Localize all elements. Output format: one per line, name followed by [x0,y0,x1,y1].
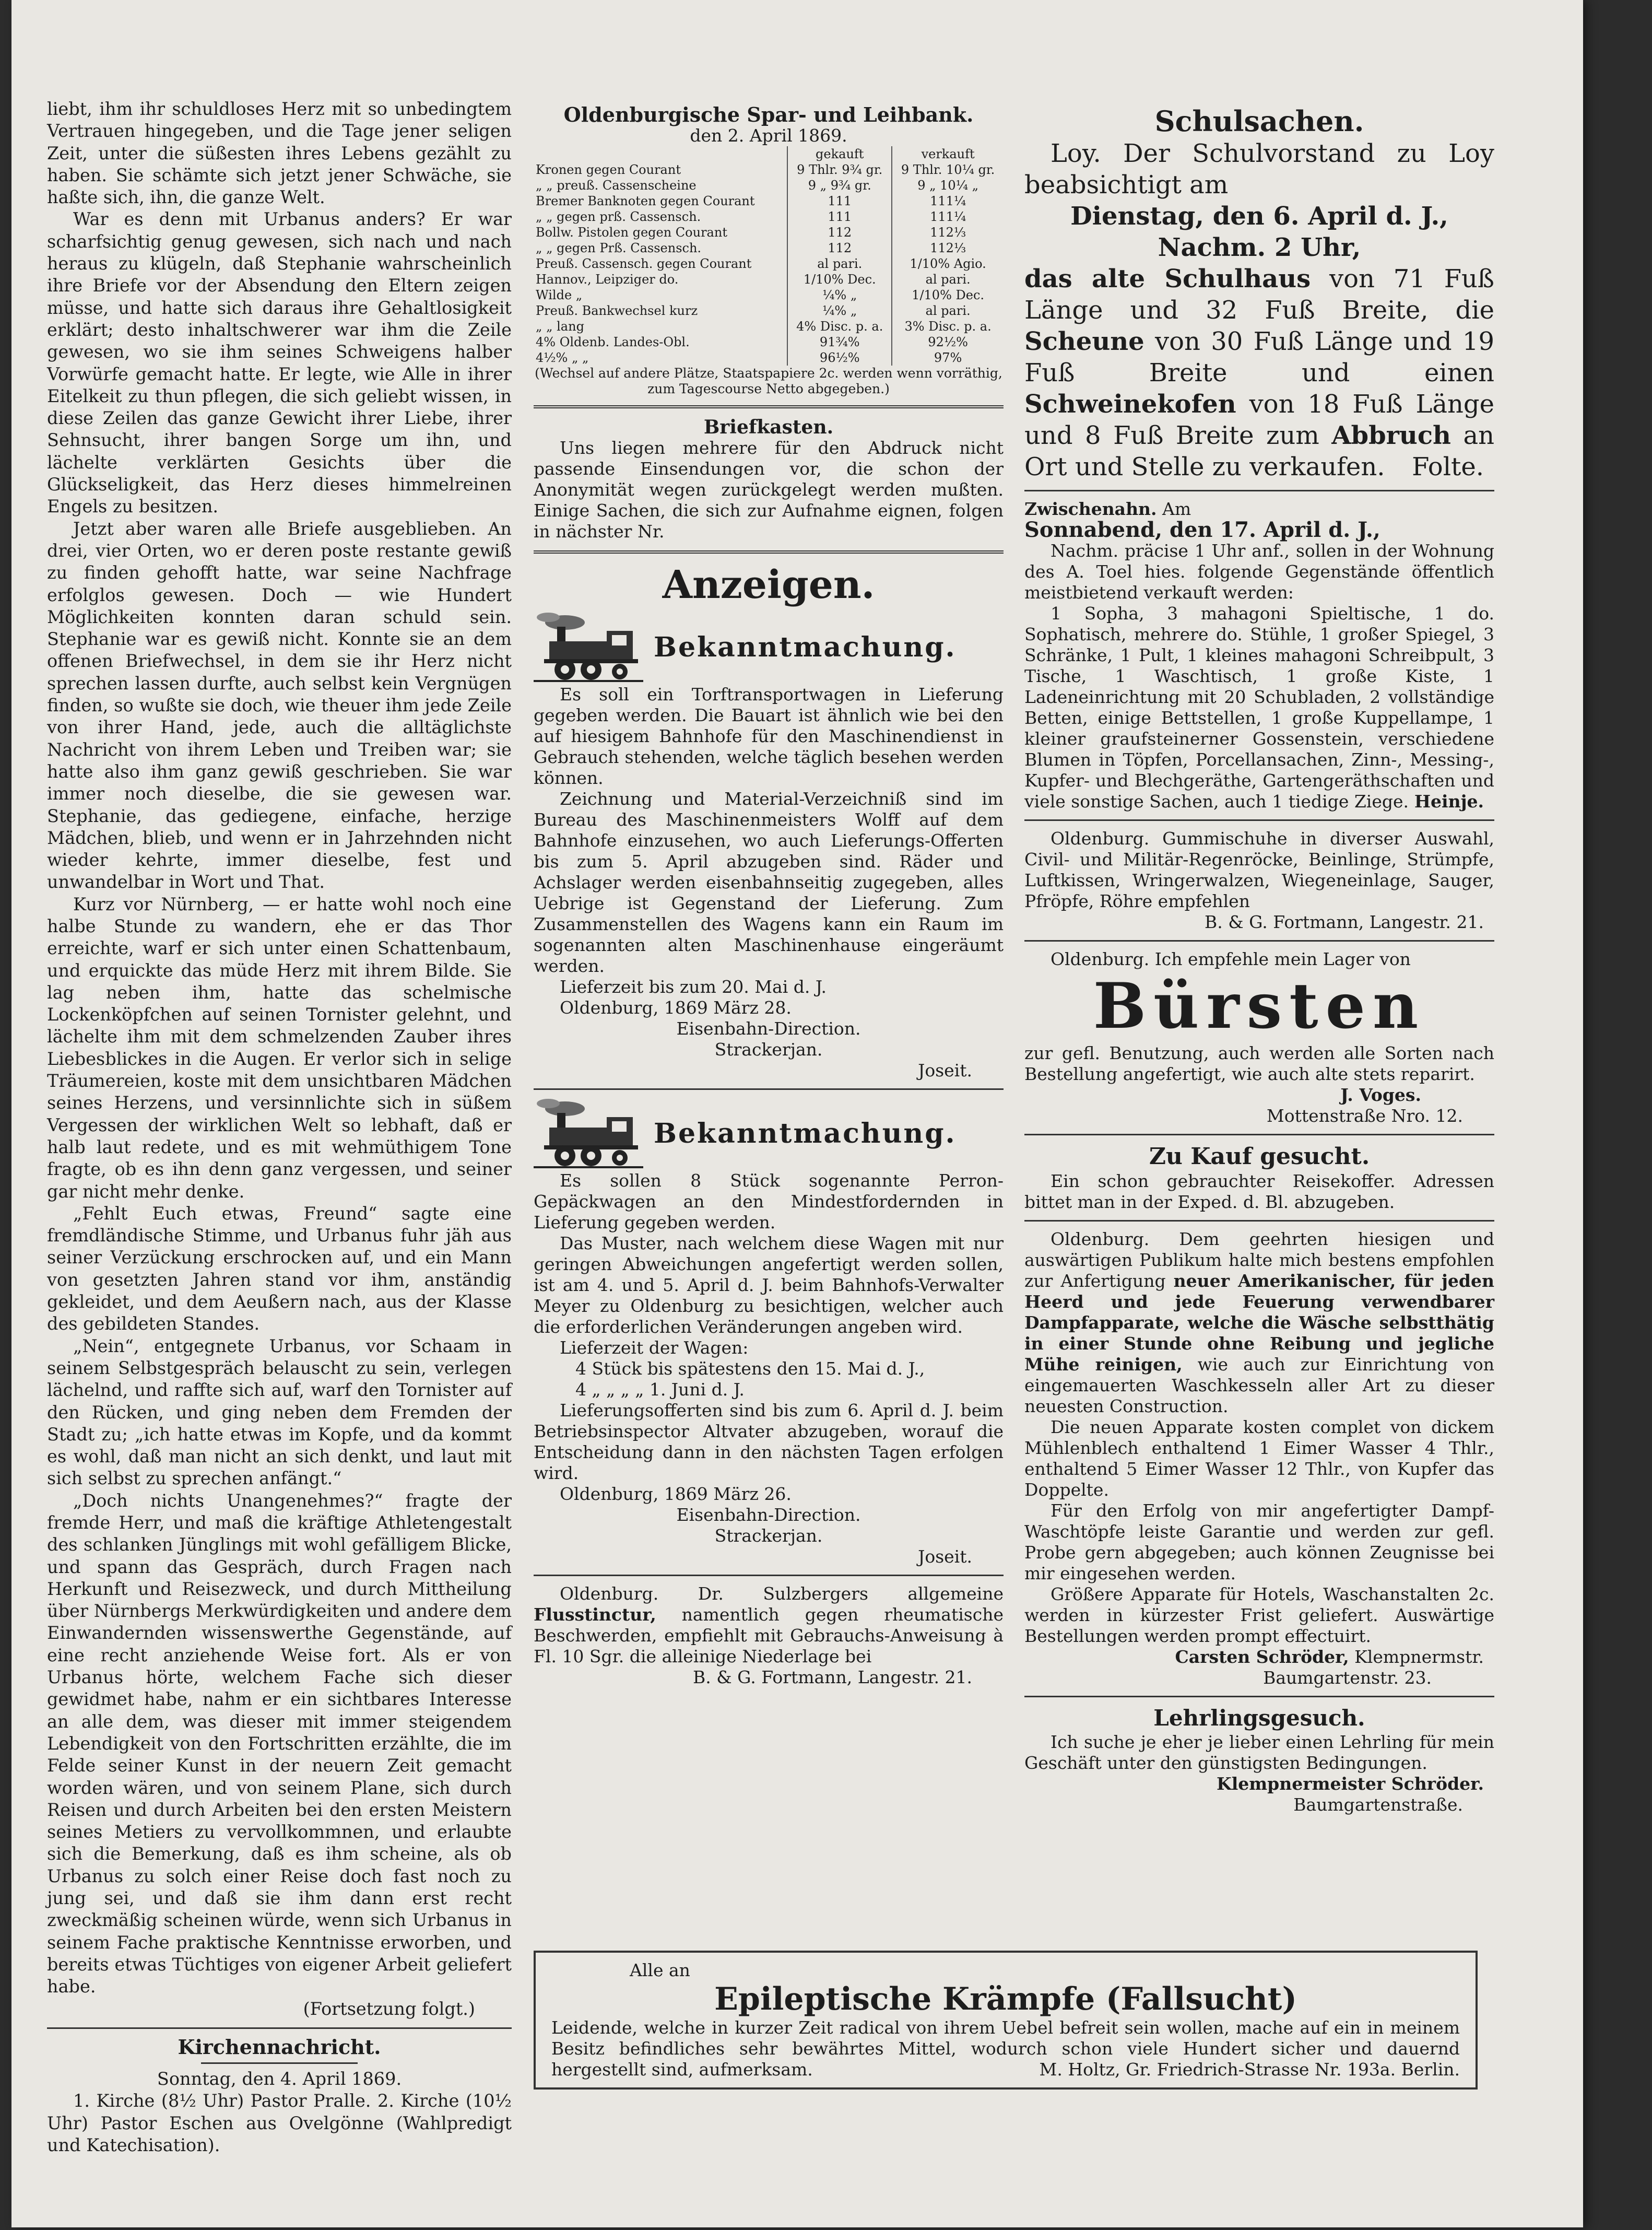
zwischenahn-signature: Heinje. [1414,791,1484,812]
sulzberger-text: Oldenburg. Dr. Sulzbergers allgemeine [560,1583,1004,1604]
table-header-row [534,146,1004,162]
buersten-address: Mottenstraße Nro. 12. [1266,1106,1463,1126]
bank-rate-table [534,146,1004,366]
rate-bought: 112 [787,225,892,240]
rate-bought: 4% Disc. p. a. [787,319,892,334]
zwischenahn-text: Nachm. präcise 1 Uhr anf., sollen in der Wohnung des A. Toel hies. folgende Gegenstände öffentlich meistbietend verkauft werden: [1024,541,1494,603]
bank-title: Oldenburgische Spar- und Leihbank. [563,103,974,126]
rate-label: „ „ lang [536,319,584,334]
story-paragraph: Jetzt aber waren alle Briefe ausgeblieben. An drei, vier Orten, wo er deren poste restante gewiß zu finden gehofft hatte, war seine Nachfrage erfolglos gewesen. Doch — wie Hundert Möglichkeiten konnten daran schuld sein. Stephanie war es gewiß nicht. Konnte sie an dem offenen Briefwechsel, in dem sie ihr Herz nicht sprechen lassen durfte, auch selbst kein Vergnügen finden, so wußte sie doch, wie theuer ihm jede Zeile von ihrer Hand, jede, auch die alltäglichste Nachricht von ihrem Leben und Treiben war; sie hatte also ihm ganz gewiß geschrieben. Sie war immer noch dieselbe, die sie gewesen war. Stephanie, das gediegene, einfache, herzige Mädchen, blieb, und wenn er in Jahrzehnden nicht wieder kehrte, immer dieselbe, fest und unwandelbar in Wort und That. [47,518,512,893]
gummi-ad: Oldenburg. Gummischuhe in diverser Auswahl, Civil- und Militär-Regenröcke, Beinlinge, Strümpfe, Luftkissen, Wringerwalzen, Wiegeneinlage, Sauger, Pfröpfe, Röhre empfehlen [1024,828,1494,911]
bek1-signature: Joseit. [918,1060,972,1081]
church-text: 1. Kirche (8½ Uhr) Pastor Pralle. 2. Kirche (10½ Uhr) Pastor Eschen aus Ovelgönne (Wahlpredigt und Katechisation). [47,2091,512,2156]
divider [1024,1220,1494,1222]
bek2-text: Lieferzeit der Wagen: [560,1337,749,1358]
bek1-text: Lieferzeit bis zum 20. Mai d. J. [560,977,827,997]
middle-column [534,104,1004,1688]
rate-label: 4½% „ „ [536,350,589,365]
schulsachen-text: von 30 Fuß Länge und 19 Fuß Breite und einen [1024,327,1494,388]
gummi-signature: B. & G. Fortmann, Langestr. 21. [1204,912,1484,932]
locomotive-icon [534,611,643,684]
schroeder-signature [1024,1647,1494,1668]
rate-sold: 92½% [892,334,1004,350]
table-row [534,272,1004,287]
table-row [534,193,1004,209]
kauf-text: Ein schon gebrauchter Reisekoffer. Adressen bittet man in der Exped. d. Bl. abzugeben. [1024,1171,1494,1212]
table-row [534,209,1004,225]
rate-bought: 112 [787,240,892,256]
rate-bought: al pari. [787,256,892,272]
rate-label: Wilde „ [536,288,583,302]
schulsachen-item: Abbruch [1331,421,1451,450]
church-title: Kirchennachricht. [178,2035,381,2059]
schulsachen-item: Scheune [1024,327,1144,356]
rate-bought: ¼% „ [787,287,892,303]
schroeder-text: Oldenburg. Dem geehrten hiesigen und auswärtigen Publikum halte mich bestens empfohlen zur Anfertigung [1024,1229,1494,1291]
newspaper-page [11,0,1583,2227]
kauf-title: Zu Kauf gesucht. [1149,1143,1370,1170]
briefkasten-title: Briefkasten. [703,416,834,438]
rate-sold: al pari. [892,303,1004,319]
rate-bought: ¼% „ [787,303,892,319]
buersten-intro: Oldenburg. Ich empfehle mein Lager von [1051,949,1411,969]
table-row [534,350,1004,366]
left-column [47,98,512,2156]
divider [1024,490,1494,491]
divider [1024,819,1494,821]
schulsachen-text: von 71 Fuß Länge und 32 Fuß Breite, die [1024,264,1494,325]
rate-label: Hannov., Leipziger do. [536,272,679,287]
divider [534,405,1004,408]
divider [534,550,1004,554]
schulsachen-signature: Folte. [1412,452,1484,482]
lehrling-text: Ich suche je eher je lieber einen Lehrling für mein Geschäft unter den günstigsten Bedingungen. [1024,1732,1494,1773]
rate-bought: 1/10% Dec. [787,272,892,287]
rate-sold: 3% Disc. p. a. [892,319,1004,334]
schroeder-text: Für den Erfolg von mir angefertigter Dampf-Waschtöpfe leiste Garantie und werden zur gefl. Probe gern abgegeben; auch können Zeugnisse bei mir eingesehen werden. [1024,1500,1494,1583]
table-row [534,287,1004,303]
divider [534,1575,1004,1576]
zwischenahn-items: 1 Sopha, 3 mahagoni Spieltische, 1 do. Sophatisch, mehrere do. Stühle, 1 großer Spiegel, 3 Schränke, 1 Pult, 1 kleines mahagoni Schreibpult, 3 Tische, 1 Waschtisch, 1 große Kiste, 1 Ladeneinrichtung mit 20 Schubladen, 2 vollständige Betten, einige Bettstellen, 1 große Kuppellampe, 1 kleiner graufsteinerner Gossenstein, verschiedene Blumen in Töpfen, Porcellansachen, Zinn-, Messing-, Kupfer- und Blechgeräthe, Gartengeräthschaften und viele sonstige Sachen, auch 1 tiedige Ziege. [1024,603,1494,812]
table-row [534,319,1004,334]
column-header: gekauft [787,146,892,162]
bank-date: den 2. April 1869. [690,125,847,146]
lehrling-title: Lehrlingsgesuch. [1153,1705,1365,1731]
epilepsy-to: Alle an [630,1960,690,1980]
lehrling-address: Baumgartenstraße. [1293,1794,1463,1815]
schulsachen-date: Dienstag, den 6. April d. J., [1070,202,1448,231]
bek2-signature: Joseit. [918,1546,972,1567]
divider [201,2062,358,2064]
table-row [534,256,1004,272]
rate-label: Preuß. Bankwechsel kurz [536,303,698,318]
buersten-text: zur gefl. Benutzung, auch werden alle Sorten nach Bestellung angefertigt, wie auch alte stets reparirt. [1024,1043,1494,1084]
schroeder-text: Die neuen Apparate kosten complet von dickem Mühlenblech enthaltend 1 Eimer Wasser 4 Thlr., enthaltend 5 Eimer Wasser 12 Thlr., von Kupfer das Doppelte. [1024,1417,1494,1500]
rate-bought: 9 Thlr. 9¾ gr. [787,162,892,178]
epilepsy-signature: M. Holtz, Gr. Friedrich-Strasse Nr. 193a. Berlin. [1039,2059,1460,2080]
divider [1024,1696,1494,1697]
schroeder-address: Baumgartenstr. 23. [1263,1668,1432,1688]
schroeder-name: Carsten Schröder, [1175,1647,1349,1667]
epilepsy-ad [534,1951,1478,2090]
schroeder-text: Größere Apparate für Hotels, Waschanstalten 2c. werden in kürzester Frist geliefert. Auswärtige Bestellungen werden prompt effectuirt. [1024,1584,1494,1646]
bek1-text: Zeichnung und Material-Verzeichniß sind im Bureau des Maschinenmeisters Wolff auf dem Bahnhofe einzusehen, wo auch Lieferungs-Offerten bis zum 5. April abzugeben sind. Räder und Achslager werden eisenbahnseitig zugegeben, alles Uebrige ist Gegenstand der Lieferung. Zum Zusammenstellen des Wagens kann ein Raum im sogenannten alten Maschinenhause eingeräumt werden. [534,789,1004,976]
rate-label: Kronen gegen Courant [536,162,681,177]
rate-bought: 111 [787,209,892,225]
briefkasten-text: Uns liegen mehrere für den Abdruck nicht passende Einsendungen vor, die schon der Anonymität wegen zurückgelegt werden mußten. Einige Sachen, die sich zur Aufnahme eignen, folgen in nächster Nr. [534,438,1004,542]
rate-bought: 96½% [787,350,892,366]
schulsachen-title: Schulsachen. [1154,104,1364,138]
zwischenahn-am: Am [1162,499,1191,519]
bek1-header [534,611,1004,684]
buersten-title: Bürsten [1093,969,1426,1043]
table-row [534,303,1004,319]
rate-sold: 111¼ [892,209,1004,225]
sulzberger-ad [534,1583,1004,1667]
table-row [534,240,1004,256]
table-row [534,334,1004,350]
right-column [1024,104,1494,1815]
table-row [534,162,1004,178]
rate-label: 4% Oldenb. Landes-Obl. [536,335,690,349]
rate-sold: 112⅓ [892,240,1004,256]
bank-note: (Wechsel auf andere Plätze, Staatspapiere 2c. werden wenn vorräthig, zum Tagescourse Netto abgegeben.) [535,366,1002,396]
rate-sold: 97% [892,350,1004,366]
story-paragraph: „Doch nichts Unangenehmes?“ fragte der fremde Herr, und maß die kräftige Athletengestalt des schlanken Jünglings mit wohl gefälligem Blicke, und spann das Gespräch, durch Fragen nach Herkunft und Reisezweck, und durch Mittheilung über Nürnbergs Merkwürdigkeiten und andere dem Einwandernden wissenswerthe Gegenstände, auf eine recht anziehende Weise fort. Als er von Urbanus hörte, welchem Fache sich dieser gewidmet habe, nahm er ein sichtbares Interesse an alle dem, was dieser mit immer steigendem Lebendigkeit von den Fortschritten erzählte, die im Felde seiner Kunst in der neuern Zeit gemacht worden wären, und von seinem Plane, sich durch Reisen und durch Arbeiten bei den ersten Meistern seines Metiers zu vervollkommnen, und erlaubte sich die Bemerkung, daß es ihm scheine, als ob Urbanus zu solch einer Reise doch fast noch zu jung sei, und daß sie ihm dann erst recht zweckmäßig scheinen würde, wenn sich Urbanus in seinem Fache praktische Kenntnisse erworben, und bereits etwas Tüchtiges von eigener Arbeit geliefert habe. [47,1490,512,1997]
continued-note: (Fortsetzung folgt.) [303,1998,475,2019]
rate-bought: 9 „ 9¾ gr. [787,178,892,193]
bek1-office: Eisenbahn-Direction. [676,1018,861,1039]
buersten-name: J. Voges. [1340,1085,1421,1105]
sulzberger-product: Flusstinctur, [534,1604,656,1625]
schulsachen-text: von 18 Fuß Länge und 8 Fuß Breite zum [1024,390,1494,450]
column-header: verkauft [892,146,1004,162]
bek2-list-item: 4 „ „ „ „ 1. Juni d. J. [575,1379,745,1400]
epilepsy-title: Epileptische Krämpfe (Fallsucht) [714,1981,1297,2017]
bek2-list-item: 4 Stück bis spätestens den 15. Mai d. J., [575,1358,925,1379]
rate-sold: al pari. [892,272,1004,287]
rate-sold: 9 Thlr. 10¼ gr. [892,162,1004,178]
table-row [534,178,1004,193]
schulsachen-ad [1024,138,1494,483]
rate-bought: 111 [787,193,892,209]
story-paragraph: War es denn mit Urbanus anders? Er war scharfsichtig genug gewesen, sich nach und nach heraus zu klügeln, daß Stephanie wahrscheinlich ihre Briefe vor der Absendung den Eltern zeigen müsse, und hatte sich daraus ihre Gehaltlosigkeit erklärt; desto inhaltschwerer war ihm die Zeile gewesen, wo sie ihm seines Schweigens halber Vorwürfe gemacht hatte. Er legte, wie Alle in ihrer Eitelkeit zu thun pflegen, die sich geliebt wissen, in diese Zeilen das ganze Gewicht ihrer Liebe, ihrer Sehnsucht, ihrer bangen Sorge um ihn, und lächelte verklärten Gesichts über die Glückseligkeit, das Herz dieses himmelreinen Engels zu besitzen. [47,209,512,517]
schroeder-text: wie auch zur Einrichtung von eingemauerten Waschkesseln aller Art zu dieser neuesten Construction. [1024,1354,1494,1416]
story-paragraph: „Fehlt Euch etwas, Freund“ sagte eine fremdländische Stimme, und Urbanus fuhr jäh aus seiner Verzückung erschrocken auf, und ein Mann von gesetzten Jahren stand vor ihm, anständig gekleidet, und dem Aeußern nach, aus der Klasse des gebildeten Standes. [47,1203,512,1334]
schulsachen-text: an Ort und Stelle zu verkaufen. [1024,421,1494,482]
divider [1024,1134,1494,1135]
rate-label: „ „ gegen Prß. Cassensch. [536,241,702,255]
rate-sold: 1/10% Agio. [892,256,1004,272]
divider [1024,940,1494,942]
schroeder-trade: Klempnermstr. [1354,1647,1484,1667]
schulsachen-text: Loy. Der Schulvorstand zu Loy beabsichtigt am [1024,139,1494,199]
schulsachen-item: Schweinekofen [1024,390,1236,419]
table-row [534,225,1004,240]
zwischenahn-ad [1024,499,1494,812]
bek2-name: Strackerjan. [714,1525,823,1546]
epilepsy-text: Leidende, welche in kurzer Zeit radical von ihrem Uebel befreit sein wollen, mache auf ein in meinem Besitz befindliches sehr bewährtes Mittel, wodurch schon viele Hundert sicher und dauernd hergestellt sind, aufmerksam. [551,2017,1460,2080]
story-paragraph: Kurz vor Nürnberg, — er hatte wohl noch eine halbe Stunde zu wandern, ehe er das Thor erreichte, warf er sich unter einen Schattenbaum, und erquickte das müde Herz mit ihrem Bilde. Sie lag neben ihm, hatte das schelmische Lockenköpfchen auf seinen Tornister gelehnt, und lächelte ihm mit dem schmelzenden Zauber ihres Liebesblickes in die Augen. Er verlor sich in selige Träumereien, koste mit dem unsichtbaren Mädchen seines Herzens, und versinnlichte sich in süßem Vergessen der wirklichen Welt so lebhaft, daß er halb laut redete, und es mit wehmüthigem Tone fragte, ob es ihn denn ganz vergessen, und seiner gar nicht mehr denke. [47,894,512,1202]
bek2-header [534,1097,1004,1170]
bek1-text: Es soll ein Torftransportwagen in Lieferung gegeben werden. Die Bauart ist ähnlich wie bei den auf hiesigem Bahnhofe für den Maschinendienst in Gebrauch stehenden, welche täglich besehen werden können. [534,684,1004,788]
bek2-office: Eisenbahn-Direction. [676,1505,861,1525]
lehrling-signature: Klempnermeister Schröder. [1217,1774,1484,1794]
rate-sold: 112⅓ [892,225,1004,240]
rate-label: Bollw. Pistolen gegen Courant [536,225,727,240]
rate-label: Bremer Banknoten gegen Courant [536,194,755,208]
zwischenahn-date: Sonnabend, den 17. April d. J., [1024,518,1380,542]
anzeigen-heading: Anzeigen. [662,562,875,607]
rate-sold: 9 „ 10¼ „ [892,178,1004,193]
zwischenahn-place: Zwischenahn. [1024,499,1157,519]
bek1-name: Strackerjan. [714,1039,823,1060]
bek1-place: Oldenburg, 1869 März 28. [560,997,792,1018]
locomotive-icon [534,1097,643,1170]
church-date: Sonntag, den 4. April 1869. [157,2069,402,2090]
schulsachen-time: Nachm. 2 Uhr, [1158,233,1361,262]
sulzberger-text: namentlich gegen rheumatische Beschwerden, empfiehlt mit Gebrauchs-Anweisung à Fl. 10 Sgr. die alleinige Niederlage bei [534,1604,1004,1666]
sulzberger-signature: B. & G. Fortmann, Langestr. 21. [692,1667,972,1687]
schulsachen-item: das alte Schulhaus [1024,264,1311,294]
bek2-text: Das Muster, nach welchem diese Wagen mit nur geringen Abweichungen angefertigt werden sollen, ist am 4. und 5. April d. J. beim Bahnhofs-Verwalter Meyer zu Oldenburg zu besichtigen, welcher auch die erforderlichen Veränderungen angeben wird. [534,1233,1004,1337]
story-paragraph: liebt, ihm ihr schuldloses Herz mit so unbedingtem Vertrauen hingegeben, und die Tage jener seligen Zeit, unter die süßesten ihres Lebens gezählt zu haben. Sie schämte sich jetzt jener Schwäche, sie haßte sich, ihn, die ganze Welt. [47,99,512,208]
bek2-text: Es sollen 8 Stück sogenannte Perron-Gepäckwagen an den Mindestfordernden in Lieferung gegeben werden. [534,1170,1004,1233]
rate-label: „ „ gegen prß. Cassensch. [536,209,701,224]
rate-sold: 111¼ [892,193,1004,209]
rate-sold: 1/10% Dec. [892,287,1004,303]
bek2-place: Oldenburg, 1869 März 26. [560,1484,792,1504]
schroeder-highlight: neuer Amerikanischer, für jeden Heerd und jede Feuerung verwendbarer Dampfapparate, welche die Wäsche selbstthätig in einer Stunde ohne Reibung und jegliche Mühe reinigen, [1024,1271,1494,1375]
divider [47,2027,512,2029]
rate-label: „ „ preuß. Cassenscheine [536,178,697,193]
story-paragraph: „Nein“, entgegnete Urbanus, vor Schaam in seinem Selbstgespräch belauscht zu sein, verlegen lächelnd, und raffte sich auf, warf den Tornister auf den Rücken, und ging neben dem Fremden der Stadt zu; „ich hatte etwas im Kopfe, und da kommt es wohl, daß man nicht an sich denkt, und laut mit sich selbst zu sprechen anfängt.“ [47,1335,512,1489]
rate-label: Preuß. Cassensch. gegen Courant [536,256,752,271]
rate-bought: 91¾% [787,334,892,350]
divider [534,1088,1004,1090]
schroeder-ad [1024,1229,1494,1417]
bek1-title: Bekanntmachung. [654,631,957,663]
bek2-title: Bekanntmachung. [654,1118,957,1149]
bek2-text: Lieferungsofferten sind bis zum 6. April d. J. beim Betriebsinspector Altvater abzugeben, worauf die Entscheidung dann in den nächsten Tagen erfolgen wird. [534,1400,1004,1483]
